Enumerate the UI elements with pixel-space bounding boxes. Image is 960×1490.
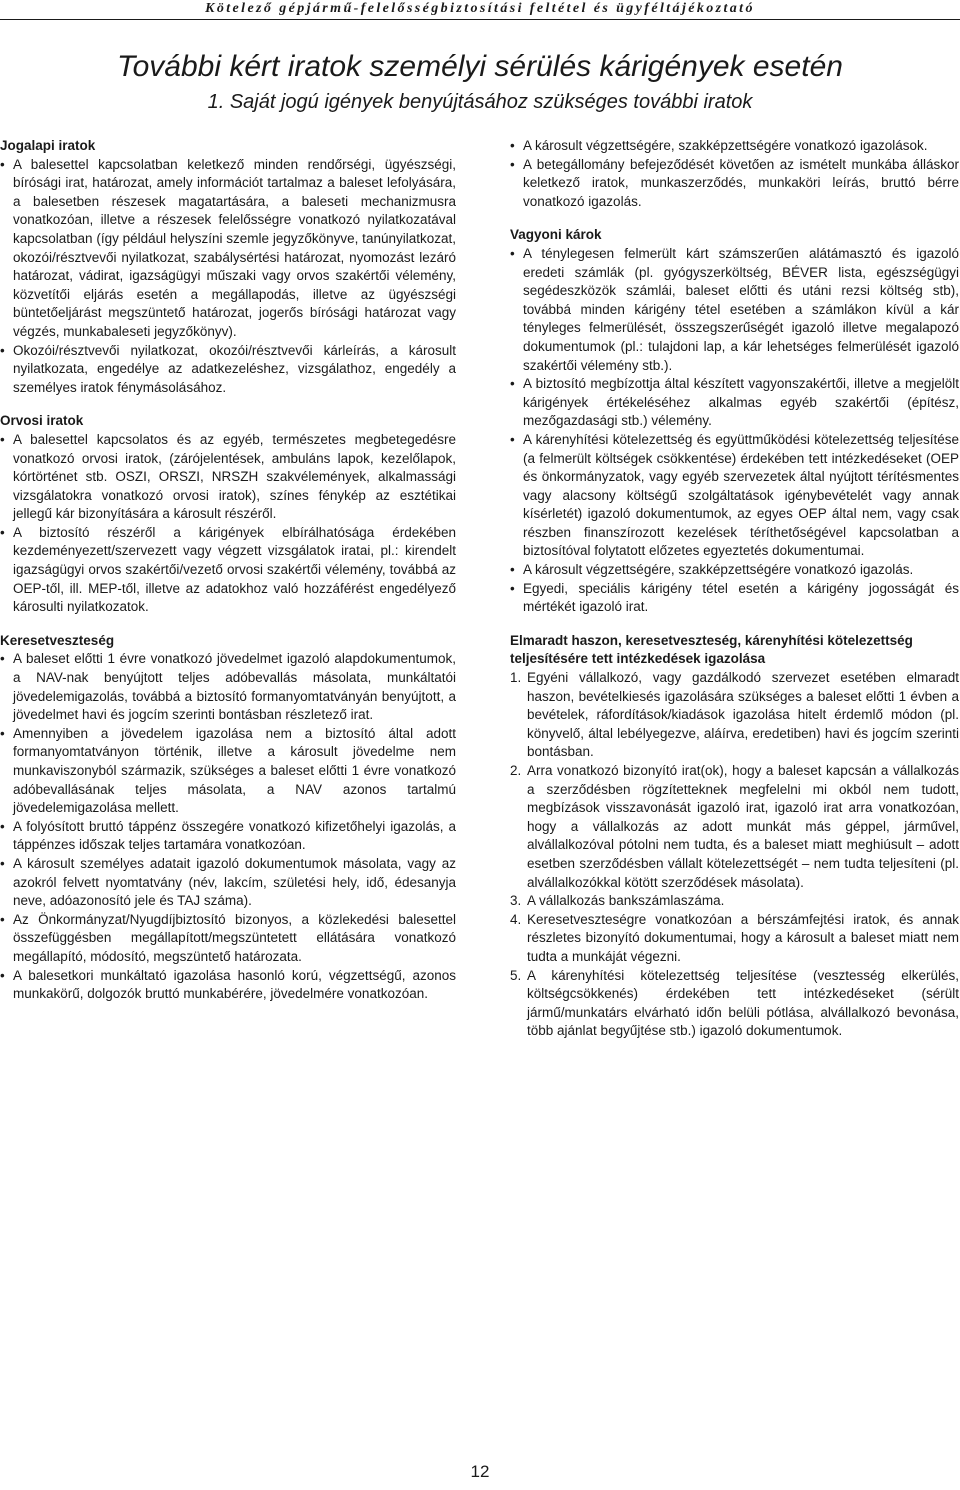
numbered-item: 4. Keresetveszteségre vonatkozóan a bérszámfejtési iratok, és annak részletes bizonyító dokumentumai, hogy a károsult a baleset miatt nem tudta a munkáját végezni. — [510, 911, 959, 964]
page-subtitle: 1. Saját jogú igények benyújtásához szükséges további iratok — [207, 91, 753, 113]
bullet-icon: • — [0, 855, 5, 871]
section-heading: Keresetveszteség — [0, 632, 115, 648]
list-item: • Egyedi, speciális kárigény tétel esetén a kárigény jogosságát és mértékét igazoló irat. — [510, 580, 959, 615]
bullet-icon: • — [510, 138, 515, 153]
list-item: • A ténylegesen felmerült kárt számszerűen alátámasztó és igazoló eredeti számlák (pl. gyógyszerköltség, BÉVER lista, egészségügyi segédeszközök számlái, baleset előtti és utáni rezsi költség stb), továbbá minden kárigény tétel esetében a számlákon kívül a kár tényleges felmerülését, összegszerűségét igazoló illetve megalapozó dokumentumok (pl.: tulajdoni lap, a kár lehetséges felmerülését igazoló szakértői vélemény stb.). — [510, 245, 959, 373]
header-rule — [0, 19, 960, 20]
section-vagyoni-karok — [510, 226, 959, 616]
section-heading: Vagyoni károk — [510, 227, 602, 243]
numbered-item: 5. A kárenyhítési kötelezettség teljesítése (vesztesség elkerülés, költségcsökkenés) érdekében tett intézkedéseket (sérült jármű/munkatárs elvárható időn belüli pótlása, alvállalkozó bevonása, több ajánlat begyűjtése stb.) igazoló dokumentumok. — [510, 967, 959, 1039]
item-number: 4. — [510, 911, 522, 927]
list-item: • A kárenyhítési kötelezettség és együttműködési kötelezettség teljesítése (a felmerült költségek csökkentése) érdekében tett intézkedéseket (OEP és önkormányzatok, vagy egyéb szervezetek által nyújtott térítésmentes vagy alacsony költségű szolgáltatások igénybevételét vagy annak kísérletét) igazoló dokumentumok, az egyes OEP által nem, vagy csak részben finanszírozott kezelések téríthetőségével kapcsolatban a biztosítóval folytatott előzetes egyeztetés dokumentumai. — [510, 431, 959, 559]
list-item: • Az Önkormányzat/Nyugdíjbiztosító bizonyos, a közlekedési balesettel összefüggésben megállapított/megszüntetett ellátására vonatkozó megállapító, módosító, megszüntető határozata. — [0, 911, 456, 964]
bullet-icon: • — [0, 342, 5, 358]
bullet-icon: • — [510, 562, 515, 578]
list-item: • A baleset előtti 1 évre vonatkozó jövedelmet igazoló alapdokumentumok, a NAV-nak benyújtott teljes adóbevallás másolata, munkáltatói jövedelemigazolás, továbbá a biztosító formanyomtatványán benyújtott, a jövedelmet havi és jogcím szerinti bontásban részletező irat. — [0, 651, 456, 723]
list-item: • A biztosító részéről a kárigények elbírálhatósága érdekében kezdeményezett/szervezett vagy végzett vizsgálatok iratai, pl.: kirendelt igazságügyi orvos szakértői/vezető orvosi szakértői vélemény, továbbá az OEP-től, ill. MEP-től, illetve az adatokhoz való hozzáférést engedélyező károsulti nyilatkozatok. — [0, 524, 456, 615]
list-item: • Amennyiben a jövedelem igazolása nem a biztosító által adott formanyomtatványon történik, illetve a károsult jövedelme nem munkaviszonyból származik, szükséges a baleset előtti 1 évre vonatkozó adóbevallásának teljes másolata, a NAV azonos tartalmú jövedelemigazolása mellett. — [0, 725, 456, 816]
item-number: 3. — [510, 893, 522, 909]
section-jogalapi-iratok — [0, 137, 456, 397]
list-item: • A balesetkori munkáltató igazolása hasonló korú, végzettségű, azonos munkakörű, dolgozók bruttó munkabérére, jövedelmére vonatkozóan. — [0, 967, 456, 1002]
list-item: • A betegállomány befejeződését követően az ismételt munkába álláskor keletkező iratok, munkaszerződés, munkaköri leírás, bruttó bérre vonatkozó igazolás. — [510, 156, 959, 209]
left-column — [0, 137, 456, 1019]
numbered-item: 1. Egyéni vállalkozó, vagy gazdálkodó szervezet esetében elmaradt haszon, bevételkiesés igazolására szükséges a baleset előtti 1 évben a bevételek, ráfordítások/kiadások igazolása hitelt érdemlő módon (pl. könyvelő, által lebélyegezve, aláírva, eredetiben) havi és jogcím szerinti bontásban. — [510, 670, 959, 760]
bullet-icon: • — [510, 245, 515, 261]
section-orvosi-iratok — [0, 412, 456, 617]
list-item: • A károsult végzettségére, szakképzettségére vonatkozó igazolások. — [510, 137, 959, 156]
bullet-icon: • — [510, 431, 515, 447]
list-item: • A balesettel kapcsolatos és az egyéb, természetes megbetegedésre vonatkozó orvosi iratok, (zárójelentések, ambuláns lapok, kezelőlapok, kórtörténet stb. OSZI, ORSZI, NRSZH szakvélemények, alkalmassági vizsgálatokra vonatkozó orvosi iratok), színes fénykép az esztétikai jellegű kár bizonyítására a károsult részéről. — [0, 431, 456, 522]
bullet-icon: • — [0, 651, 5, 667]
section-intro-items — [510, 137, 959, 211]
bullet-icon: • — [0, 818, 5, 834]
right-column — [510, 137, 959, 1056]
section-heading: Jogalapi iratok — [0, 138, 96, 153]
running-header-title: Kötelező gépjármű-felelősségbiztosítási feltétel és ügyféltájékoztató — [205, 1, 755, 16]
section-heading: Elmaradt haszon, keresetveszteség, kárenyhítési kötelezettség teljesítésére tett intézkedések igazolása — [510, 632, 913, 667]
list-item: • A károsult végzettségére, szakképzettségére vonatkozó igazolás. — [510, 561, 959, 580]
section-keresetveszteseg — [0, 632, 456, 1004]
bullet-icon: • — [0, 431, 5, 447]
list-item: • A biztosító megbízottja által készített vagyonszakértői, illetve a megjelölt kárigények értékeléséhez alkalmas egyéb szakértői (építész, mezőgazdasági stb.) vélemény. — [510, 376, 959, 429]
page-number: 12 — [470, 1462, 490, 1481]
item-number: 5. — [510, 967, 522, 983]
numbered-item: 3. A vállalkozás bankszámlaszáma. — [510, 892, 959, 911]
bullet-icon: • — [510, 156, 515, 172]
bullet-icon: • — [0, 911, 5, 927]
list-item: • A károsult személyes adatait igazoló dokumentumok másolata, vagy az azokról felvett nyomtatvány (név, lakcím, születési hely, idő, édesanyja neve, adóazonosító jele és TAJ száma). — [0, 855, 456, 909]
bullet-icon: • — [0, 967, 5, 983]
bullet-icon: • — [510, 376, 515, 392]
page-title: További kért iratok személyi sérülés kárigények esetén — [117, 50, 843, 83]
running-header — [0, 0, 960, 19]
bullet-icon: • — [510, 580, 515, 596]
bullet-icon: • — [0, 725, 5, 741]
item-number: 2. — [510, 763, 522, 778]
numbered-item: 2. Arra vonatkozó bizonyító irat(ok), hogy a baleset kapcsán a vállalkozás a szerződésben rögzítetteknek megfelelni mi okból nem tudott, megbízások visszavonását igazoló irat, igazoló irat arra vonatkozóan, hogy a vállalkozás az adott munkát más géppel, járművel, alvállalkozóval pótolni nem tudta, és a baleset miatt meghiúsult – adott esetben szerződésben vállalt kötelezettségét – nem tudta teljesíteni (pl. alvállalkozókkal kötött szerződések másolata). — [510, 763, 959, 890]
list-item: • A balesettel kapcsolatban keletkező minden rendőrségi, ügyészségi, bírósági irat, határozat, amely információt tartalmaz a baleset lefolyására, a balesetben részesek magatartására, a baleseti mechanizmusra vonatkozóan, illetve a részesek felelősségre vonatkozó nyilatkozatával kapcsolatban (így például helyszíni szemle jegyzőkönyve, tanúnyilatkozat, okozói/résztvevői nyilatkozat, szabálysértési határozat, nyomozást lezáró határozat, vádirat, igazságügyi műszaki vagy orvos szakértői vélemény, közvetítői eljárás esetén a megállapodás, illetve az ügyészségi büntetőeljárást megszüntető határozat, jogerős bírósági határozat vagy végzés, munkabaleseti jegyzőkönyv). — [0, 156, 456, 339]
bullet-icon: • — [0, 524, 5, 540]
section-heading: Orvosi iratok — [0, 413, 84, 429]
item-number: 1. — [510, 670, 522, 686]
bullet-icon: • — [0, 156, 5, 172]
section-elmaradt-haszon — [510, 632, 959, 1041]
list-item: • A folyósított bruttó táppénz összegére vonatkozó kifizetőhelyi igazolás, a táppénzes időszak teljes tartamára vonatkozóan. — [0, 818, 456, 853]
list-item: • Okozói/résztvevői nyilatkozat, okozói/résztvevői kárleírás, a károsult nyilatkozata, engedélye az adatkezeléshez, vizsgálathoz, engedély a személyes iratok fénymásolásához. — [0, 342, 456, 395]
